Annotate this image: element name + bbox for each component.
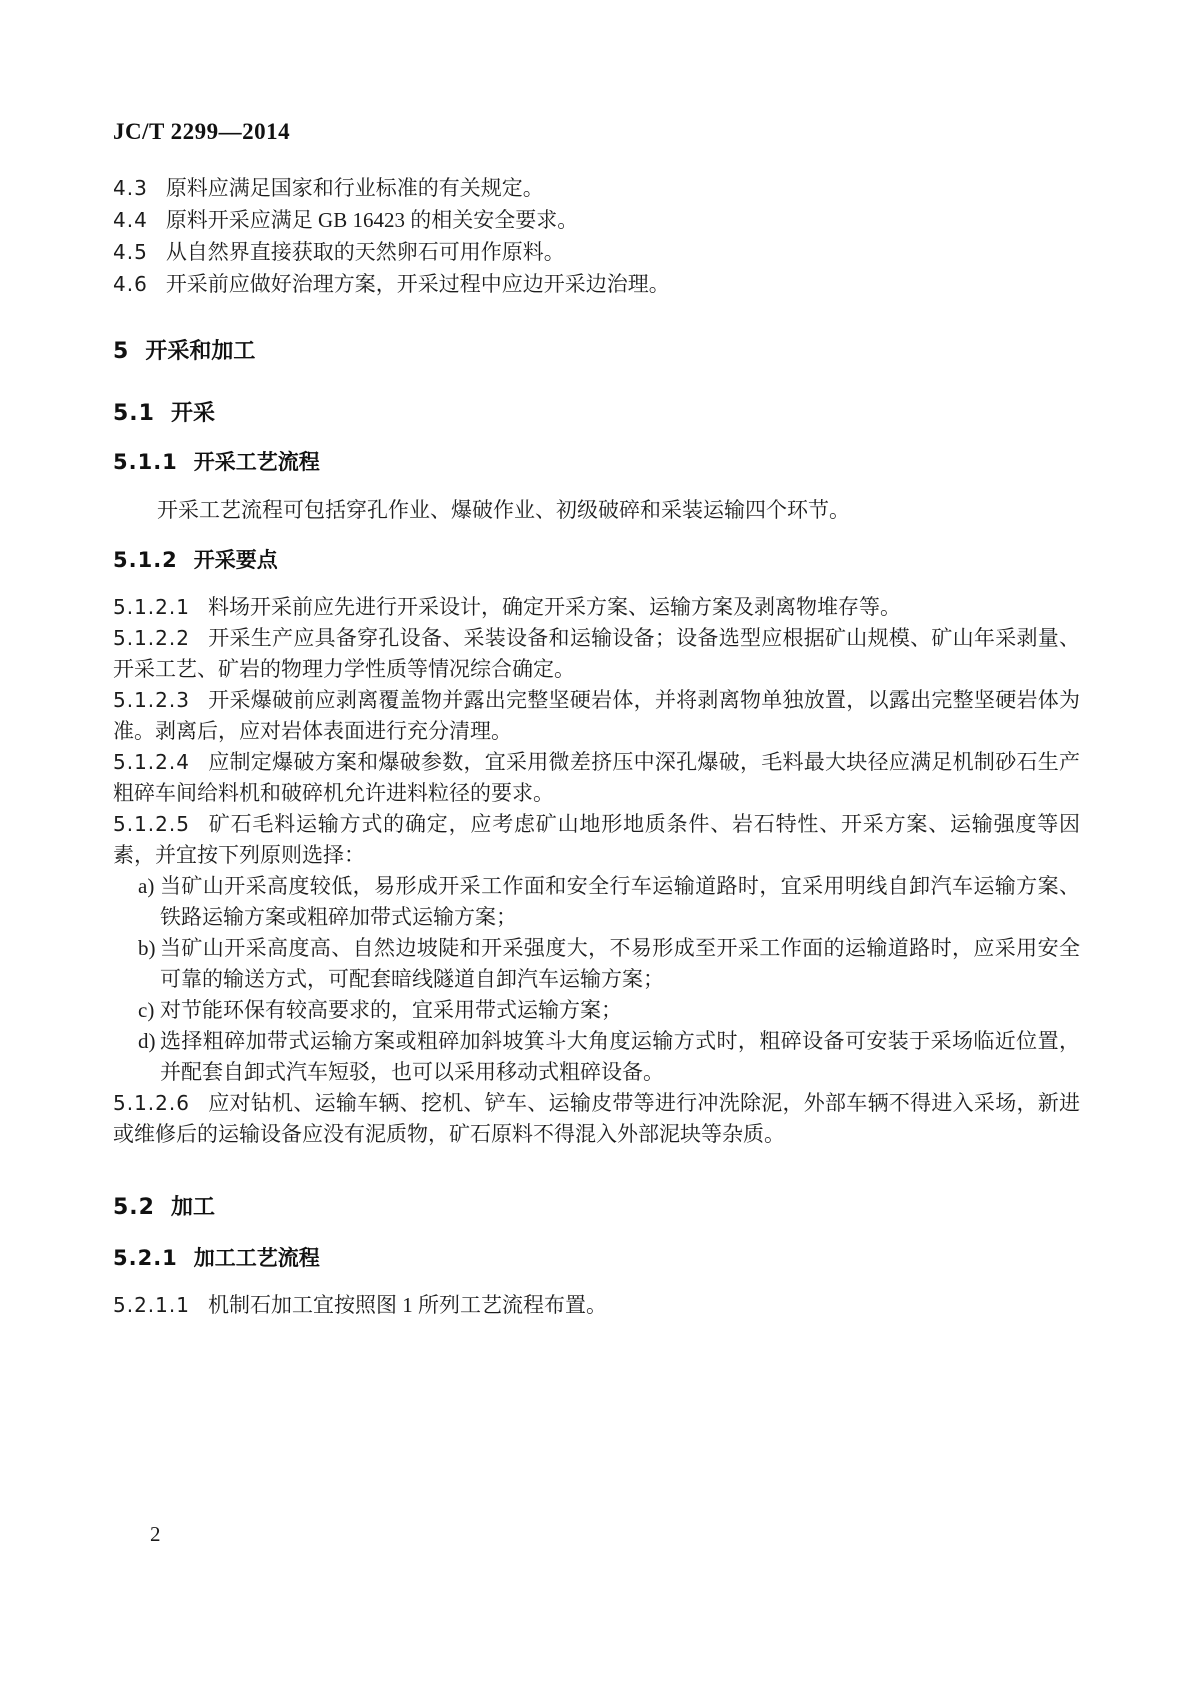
clause-number: 5.1.2.3 [113, 688, 190, 712]
section-5-2-heading [113, 1192, 1080, 1224]
clause-text: 应制定爆破方案和爆破参数，宜采用微差挤压中深孔爆破，毛料最大块径应满足机制砂石生产粗碎车间给料机和破碎机允许进料粒径的要求。 [113, 750, 1080, 805]
section-title: 加工 [170, 1195, 215, 1220]
clause-5-2-1-1 [113, 1290, 1080, 1321]
list-item-text: 对节能环保有较高要求的，宜采用带式运输方案； [160, 998, 622, 1022]
clause-number: 4.4 [113, 208, 148, 232]
clause-4-6 [113, 268, 1080, 300]
list-item-text: 当矿山开采高度高、自然边坡陡和开采强度大，不易形成至开采工作面的运输道路时，应采用安全可靠的输送方式，可配套暗线隧道自卸汽车运输方案； [160, 936, 1080, 991]
list-marker: a) [138, 874, 155, 898]
list-marker: c) [138, 998, 155, 1022]
clause-text: 原料应满足国家和行业标准的有关规定。 [165, 176, 544, 200]
paragraph-5-1-1: 开采工艺流程可包括穿孔作业、爆破作业、初级破碎和采装运输四个环节。 [157, 498, 850, 522]
clause-text: 机制石加工宜按照图 1 所列工艺流程布置。 [207, 1293, 607, 1317]
clause-text: 开采爆破前应剥离覆盖物并露出完整坚硬岩体，并将剥离物单独放置，以露出完整坚硬岩体为准。剥离后，应对岩体表面进行充分清理。 [113, 688, 1080, 743]
clause-5-1-2-1 [113, 592, 1080, 623]
section-number: 5.1.1 [113, 450, 178, 474]
list-item-d [138, 1026, 1080, 1088]
section-5-1-1-heading [113, 446, 1080, 478]
list-item-text: 选择粗碎加带式运输方案或粗碎加斜坡箕斗大角度运输方式时，粗碎设备可安装于采场临近位置，并配套自卸式汽车短驳，也可以采用移动式粗碎设备。 [160, 1029, 1080, 1084]
clause-5-1-2-3 [113, 685, 1080, 747]
clause-5-1-2-2 [113, 623, 1080, 685]
section-number: 5.2.1 [113, 1246, 178, 1270]
section-5-1-2-heading [113, 544, 1080, 576]
list-item-a [138, 871, 1080, 933]
section-title: 开采工艺流程 [193, 450, 320, 474]
clause-number: 5.1.2.1 [113, 595, 190, 619]
clause-5-1-2-5 [113, 809, 1080, 871]
list-marker: b) [138, 936, 156, 960]
section-number: 5.1 [113, 401, 155, 426]
list-item-b [138, 933, 1080, 995]
list-item-c [138, 995, 1080, 1026]
clause-text: 开采前应做好治理方案，开采过程中应边开采边治理。 [165, 272, 670, 296]
clause-list-section-5-1-2 [113, 592, 1080, 1150]
clause-number: 5.1.2.2 [113, 626, 190, 650]
clause-number: 5.2.1.1 [113, 1293, 190, 1317]
clause-list-section-4 [113, 172, 1080, 300]
section-5-1-heading [113, 398, 1080, 430]
section-5-2-1-heading [113, 1242, 1080, 1274]
section-title: 开采和加工 [145, 339, 256, 364]
clause-text: 矿石毛料运输方式的确定，应考虑矿山地形地质条件、岩石特性、开采方案、运输强度等因素，并宜按下列原则选择： [113, 812, 1080, 867]
clause-4-5 [113, 236, 1080, 268]
section-title: 加工工艺流程 [193, 1246, 320, 1270]
clause-number: 5.1.2.5 [113, 812, 190, 836]
clause-number: 5.1.2.6 [113, 1091, 190, 1115]
standard-number-header: JC/T 2299—2014 [113, 119, 291, 144]
clause-number: 4.6 [113, 272, 148, 296]
section-title: 开采要点 [193, 548, 278, 572]
lettered-list-5-1-2-5 [113, 871, 1080, 1088]
section-number: 5 [113, 339, 130, 364]
clause-text: 原料开采应满足 GB 16423 的相关安全要求。 [165, 208, 579, 232]
clause-text: 开采生产应具备穿孔设备、采装设备和运输设备；设备选型应根据矿山规模、矿山年采剥量、开采工艺、矿岩的物理力学性质等情况综合确定。 [113, 626, 1080, 681]
list-marker: d) [138, 1029, 156, 1053]
clause-4-3 [113, 172, 1080, 204]
clause-text: 从自然界直接获取的天然卵石可用作原料。 [165, 240, 565, 264]
section-number: 5.1.2 [113, 548, 178, 572]
clause-number: 5.1.2.4 [113, 750, 190, 774]
page-number: 2 [150, 1522, 161, 1546]
clause-text: 应对钻机、运输车辆、挖机、铲车、运输皮带等进行冲洗除泥，外部车辆不得进入采场，新进或维修后的运输设备应没有泥质物，矿石原料不得混入外部泥块等杂质。 [113, 1091, 1080, 1146]
section-title: 开采 [170, 401, 215, 426]
section-number: 5.2 [113, 1195, 155, 1220]
clause-5-1-2-4 [113, 747, 1080, 809]
clause-text: 料场开采前应先进行开采设计，确定开采方案、运输方案及剥离物堆存等。 [207, 595, 901, 619]
clause-number: 4.5 [113, 240, 148, 264]
section-5-heading [113, 336, 1080, 368]
list-item-text: 当矿山开采高度较低，易形成开采工作面和安全行车运输道路时，宜采用明线自卸汽车运输方案、铁路运输方案或粗碎加带式运输方案； [160, 874, 1080, 929]
clause-5-1-2-6 [113, 1088, 1080, 1150]
clause-4-4 [113, 204, 1080, 236]
clause-number: 4.3 [113, 176, 148, 200]
